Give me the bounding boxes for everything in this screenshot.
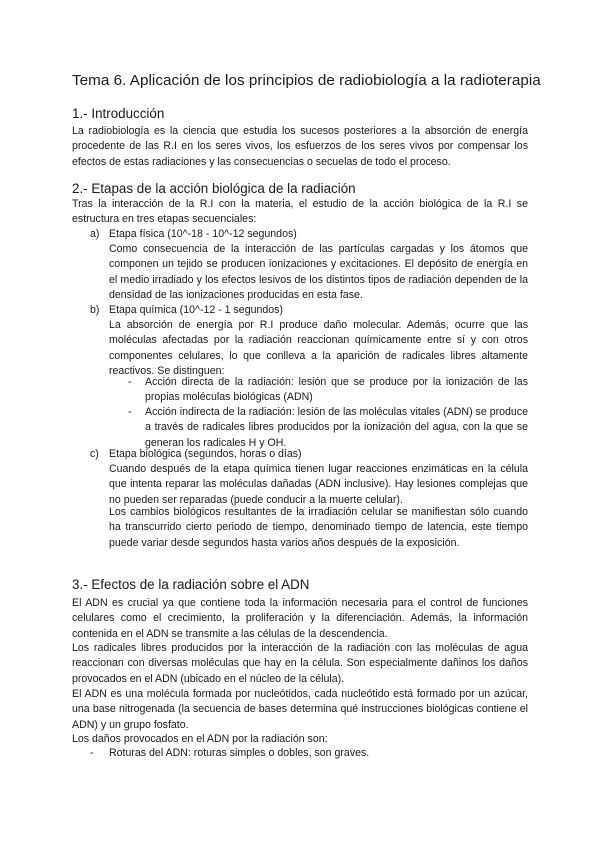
- bullet-dash: -: [90, 747, 94, 759]
- item-label-physical-stage: Etapa física (10^-18 - 10^-12 segundos): [109, 228, 297, 240]
- physical-stage-text: Como consecuencia de la interacción de las partículas cargadas y los átomos que componen un tejido se producen ionizaciones y excitaciones. El depósito de energía en el medio irradiado y los efectos lesivos de los distintos tipos de radiación dependen de la densidad de las ionizaciones producidas en esta fase.: [109, 243, 528, 301]
- biological-stage-text-2: Los cambios biológicos resultantes de la irradiación celular se manifiestan sólo cuando ha transcurrido cierto periodo de tiempo, denominado tiempo de latencia, este tiempo puede variar desde segundos hasta varios años después de la exposición.: [109, 506, 528, 549]
- dna-paragraph-1: El ADN es crucial ya que contiene toda la información necesaria para el control de funciones celulares como el crecimiento, la proliferación y la diferenciación. Además, la información contenida en el ADN se transmite a las células de la descendencia.: [72, 597, 528, 640]
- item-marker-b: b): [90, 304, 100, 316]
- section-heading-stages: 2.- Etapas de la acción biológica de la radiación: [72, 181, 356, 196]
- item-label-chemical-stage: Etapa química (10^-12 - 1 segundos): [109, 304, 283, 316]
- document-title: Tema 6. Aplicación de los principios de radiobiología a la radioterapia: [72, 72, 541, 89]
- dna-breaks-bullet: Roturas del ADN: roturas simples o dobles, son graves.: [109, 747, 370, 759]
- bullet-dash: -: [128, 376, 132, 388]
- section-heading-intro: 1.- Introducción: [72, 106, 165, 121]
- bullet-dash: -: [128, 406, 132, 418]
- stages-intro-paragraph: Tras la interacción de la R.I con la materia, el estudio de la acción biológica de la R.I se estructura en tres etapas secuenciales:: [72, 198, 528, 226]
- item-label-biological-stage: Etapa biológica (segundos, horas o días): [109, 448, 302, 460]
- dna-paragraph-2: Los radicales libres producidos por la interacción de la radiación con las moléculas de agua reaccionan con diversas moléculas que hay en la célula. Son especialmente dañinos los daños provocados en el ADN (ubicado en el núcleo de la célula).: [72, 642, 528, 685]
- item-marker-c: c): [90, 448, 99, 460]
- item-marker-a: a): [90, 228, 100, 240]
- dna-paragraph-4: Los daños provocados en el ADN por la radiación son:: [72, 733, 328, 745]
- biological-stage-text: Cuando después de la etapa química tienen lugar reacciones enzimáticas en la célula que intenta reparar las moléculas dañadas (ADN inclusive). Hay lesiones complejas que no pueden ser reparadas (puede conducir a la muerte celular).: [109, 463, 528, 506]
- chemical-stage-text: La absorción de energía por R.I produce daño molecular. Además, ocurre que las moléculas afectadas por la radiación reaccionan químicamente entre sí y con otros componentes celulares, lo que conlleva a la aparición de radicales libres altamente reactivos. Se distinguen:: [109, 319, 528, 377]
- dna-paragraph-3: El ADN es una molécula formada por nucleótidos, cada nucleótido está formado por un azúcar, una base nitrogenada (la secuencia de bases determina qué instrucciones biológicas contiene el ADN) y un grupo fosfato.: [72, 688, 528, 731]
- direct-action-bullet: Acción directa de la radiación: lesión que se produce por la ionización de las propias moléculas biológicas (ADN): [145, 376, 528, 404]
- intro-paragraph: La radiobiología es la ciencia que estudia los sucesos posteriores a la absorción de energía procedente de las R.I en los seres vivos, los esfuerzos de los seres vivos por compensar los efectos de estas radiaciones y las consecuencias o secuelas de todo el proceso.: [72, 125, 528, 168]
- indirect-action-bullet: Acción indirecta de la radiación: lesión de las moléculas vitales (ADN) se produce a través de radicales libres producidos por la ionización del agua, con la que se generan los radicales H y OH.: [145, 406, 528, 449]
- section-heading-dna: 3.- Efectos de la radiación sobre el ADN: [72, 577, 310, 592]
